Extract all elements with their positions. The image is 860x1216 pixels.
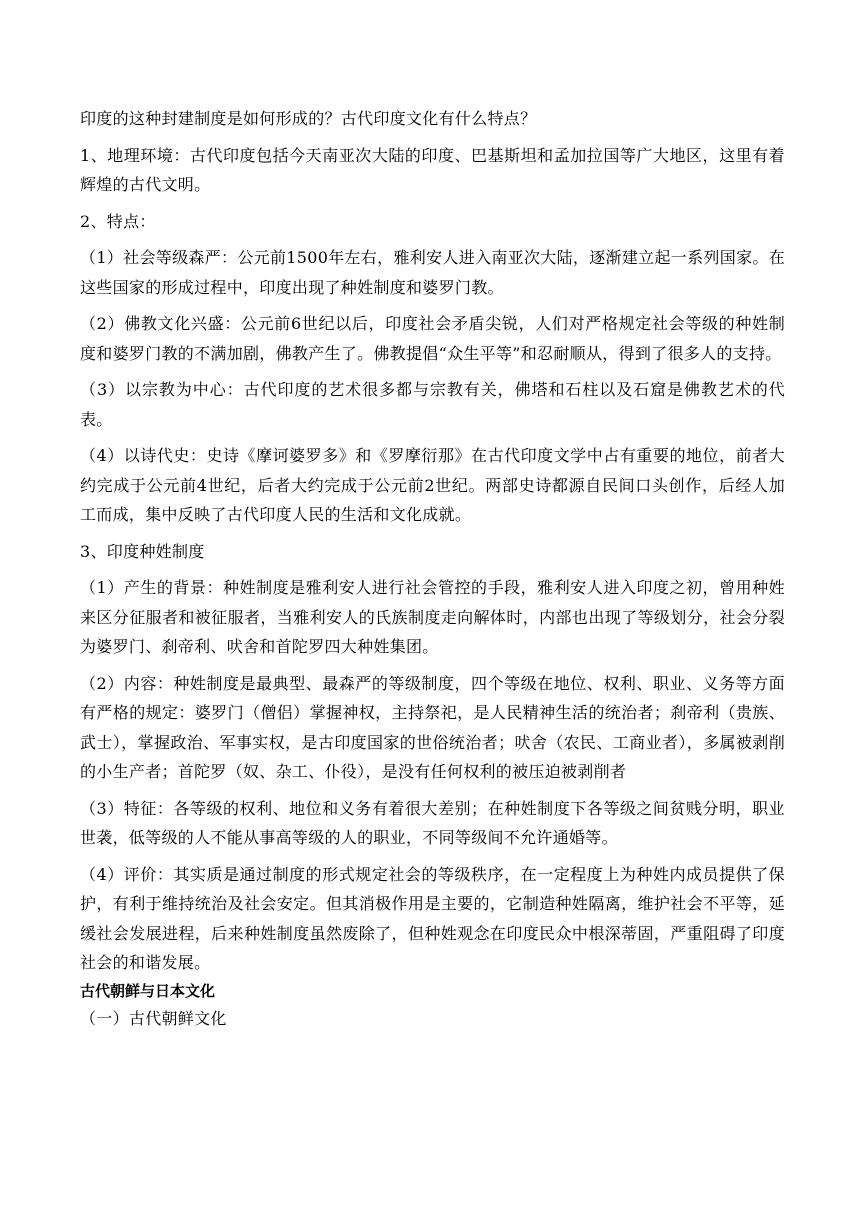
feature-religion-center: （3）以宗教为中心：古代印度的艺术很多都与宗教有关，佛塔和石柱以及石窟是佛教艺术的代表。 [80, 380, 785, 429]
feature-epics: （4）以诗代史：史诗《摩诃婆罗多》和《罗摩衍那》在古代印度文学中占有重要的地位，前者大约完成于公元前4世纪，后者大约完成于公元前2世纪。两部史诗都源自民间口头创作，后经人加工而成，集中反映了古代印度人民的生活和文化成就。 [80, 446, 785, 524]
section-heading: 古代朝鲜与日本文化 [80, 981, 216, 1000]
feature-social-hierarchy: （1）社会等级森严：公元前1500年左右，雅利安人进入南亚次大陆，逐渐建立起一系列国家。在这些国家的形成过程中，印度出现了种姓制度和婆罗门教。 [80, 248, 785, 297]
caste-evaluation: （4）评价：其实质是通过制度的形式规定社会的等级秩序，在一定程度上为种姓内成员提供了保护，有利于维持统治及社会安定。但其消极作用是主要的，它制造种姓隔离，维护社会不平等，延缓社会发展进程，后来种姓制度虽然废除了，但种姓观念在印度民众中根深蒂固，严重阻碍了印度社会的和谐发展。 [80, 864, 785, 972]
document-page [80, 104, 785, 1033]
caste-content: （2）内容：种姓制度是最典型、最森严的等级制度，四个等级在地位、权利、职业、义务等方面有严格的规定：婆罗门（僧侣）掌握神权，主持祭祀，是人民精神生活的统治者；刹帝利（贵族、武士），掌握政治、军事实权，是古印度国家的世俗统治者；吠舍（农民、工商业者），多属被剥削的小生产者；首陀罗（奴、杂工、仆役），是没有任何权利的被压迫被剥削者 [80, 673, 785, 781]
feature-buddhism: （2）佛教文化兴盛：公元前6世纪以后，印度社会矛盾尖锐，人们对严格规定社会等级的种姓制度和婆罗门教的不满加剧，佛教产生了。佛教提倡“众生平等”和忍耐顺从，得到了很多人的支持。 [80, 314, 785, 363]
subsection-heading: （一）古代朝鲜文化 [80, 1008, 227, 1028]
features-heading: 2、特点： [80, 211, 156, 231]
intro-question: 印度的这种封建制度是如何形成的？古代印度文化有什么特点？ [80, 109, 537, 128]
caste-characteristics: （3）特征：各等级的权利、地位和义务有着很大差别；在种姓制度下各等级之间贫贱分明，职业世袭，低等级的人不能从事高等级的人的职业，不同等级间不允许通婚等。 [80, 798, 785, 847]
geography-paragraph: 1、地理环境：古代印度包括今天南亚次大陆的印度、巴基斯坦和孟加拉国等广大地区，这里有着辉煌的古代文明。 [80, 145, 785, 194]
caste-background: （1）产生的背景：种姓制度是雅利安人进行社会管控的手段，雅利安人进入印度之初，曾用种姓来区分征服者和被征服者，当雅利安人的氏族制度走向解体时，内部也出现了等级划分，社会分裂为婆罗门、刹帝利、吠舍和首陀罗四大种姓集团。 [80, 578, 785, 656]
caste-system-heading: 3、印度种姓制度 [80, 541, 205, 561]
